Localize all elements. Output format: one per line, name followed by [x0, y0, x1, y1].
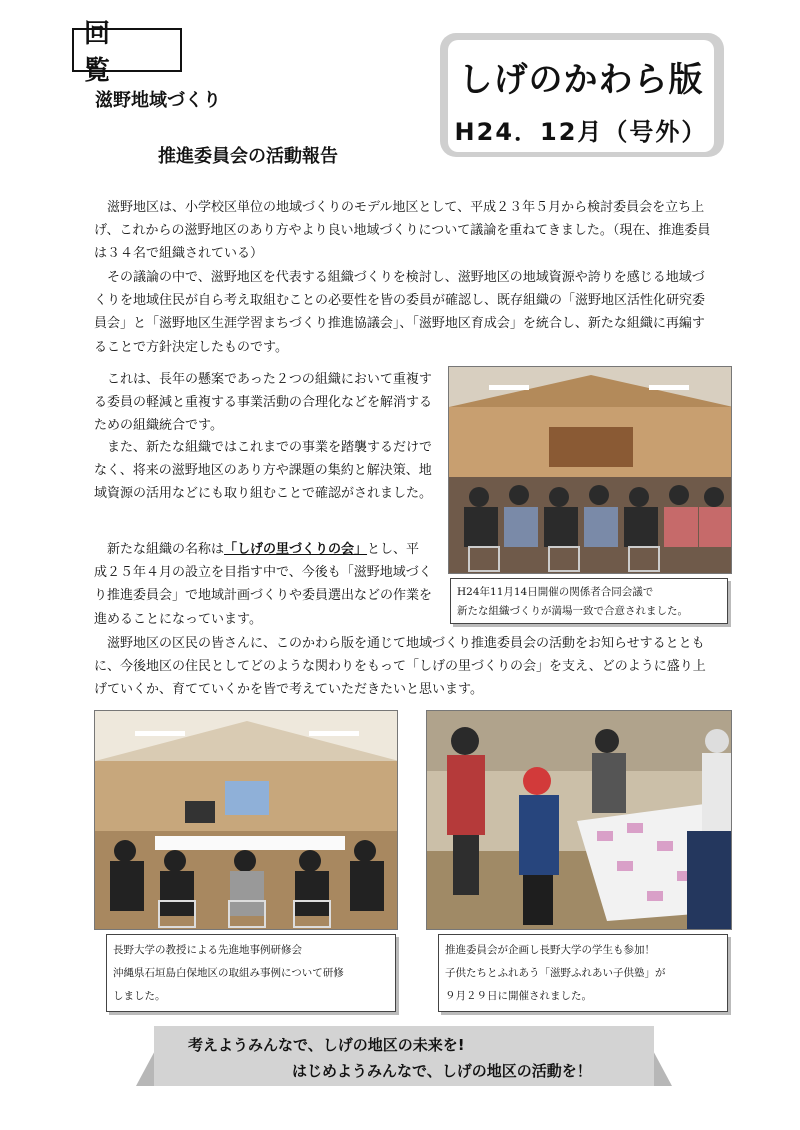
organization-name: 「しげの里づくりの会」 [224, 542, 368, 557]
newsletter-title: しげのかわら版 [458, 60, 704, 100]
photo1-caption [450, 578, 728, 624]
circulation-label: 回 覧 [72, 28, 182, 72]
caption-line: 子供たちとふれあう「滋野ふれあい子供塾」が [445, 967, 666, 979]
paragraph-5-lead: 新たな組織の名称は [107, 542, 225, 557]
caption-line: しました。 [113, 990, 166, 1002]
paragraph-6: 滋野地区の区民の皆さんに、このかわら版を通じて地域づくり推進委員会の活動をお知らせするとともに、今後地区の住民としてどのような関わりをもって「しげの里づくりの会」を支え、どのように盛り上げていくか、育てていくかを皆で考えていただきたいと思います。 [94, 636, 706, 698]
subtitle-line1: 滋野地域づくり [95, 90, 221, 111]
caption-line: 沖縄県石垣島白保地区の取組み事例について研修 [113, 967, 344, 979]
photo2-caption [106, 934, 396, 1012]
footer-banner [154, 1026, 654, 1086]
caption-line: 新たな組織づくりが満場一致で合意されました。 [457, 605, 688, 617]
caption-line: H24年11月14日開催の関係者合同会議で [457, 586, 654, 598]
caption-line: 推進委員会が企画し長野大学の学生も参加！ [445, 944, 655, 956]
slogan-line1: 考えようみんなで、しげの地区の未来を! [188, 1036, 465, 1054]
paragraph-5 [94, 538, 432, 631]
subtitle-line2: 推進委員会の活動報告 [158, 146, 338, 167]
paragraph-5-rest: とし、平成２５年４月の設立を目指す中で、今後も「滋野地域づくり推進委員会」で地域計画づくりや委員選出などの作業を進めることになっています。 [94, 542, 433, 627]
slogan-line2: はじめようみんなで、しげの地区の活動を！ [292, 1062, 592, 1080]
caption-line: ９月２９日に開催されました。 [445, 990, 592, 1002]
paragraph-2: その議論の中で、滋野地区を代表する組織づくりを検討し、滋野地区の地域資源や誇りを感じる地域づくりを地域住民が自ら考え取組むことの必要性を皆の委員が確認し、既存組織の「滋野地区活性化研究委員会」と「滋野地区生涯学習まちづくり推進協議会」、「滋野地区育成会」を統合し、新たな組織に再編することで方針決定したものです。 [94, 270, 706, 355]
caption-line: 長野大学の教授による先進地事例研修会 [113, 944, 302, 956]
paragraph-3: これは、長年の懸案であった２つの組織において重複する委員の軽減と重複する事業活動の合理化などを解消するための組織統合です。 [94, 372, 433, 434]
paragraph-1: 滋野地区は、小学校区単位の地域づくりのモデル地区として、平成２３年５月から検討委員会を立ち上げ、これからの滋野地区のあり方やより良い地域づくりについて議論を重ねてきました。（現在、推進委員は３４名で組織されている） [94, 200, 711, 262]
children-workshop-photo [426, 710, 732, 930]
paragraph-4: また、新たな組織ではこれまでの事業を踏襲するだけでなく、将来の滋野地区のあり方や課題の集約と解決策、地域資源の活用などにも取り組むことで確認がされました。 [94, 440, 433, 502]
seminar-photo [94, 710, 398, 930]
photo3-caption [438, 934, 728, 1012]
issue-date: H24．12月（号外） [454, 118, 708, 146]
meeting-hall-photo [448, 366, 732, 574]
